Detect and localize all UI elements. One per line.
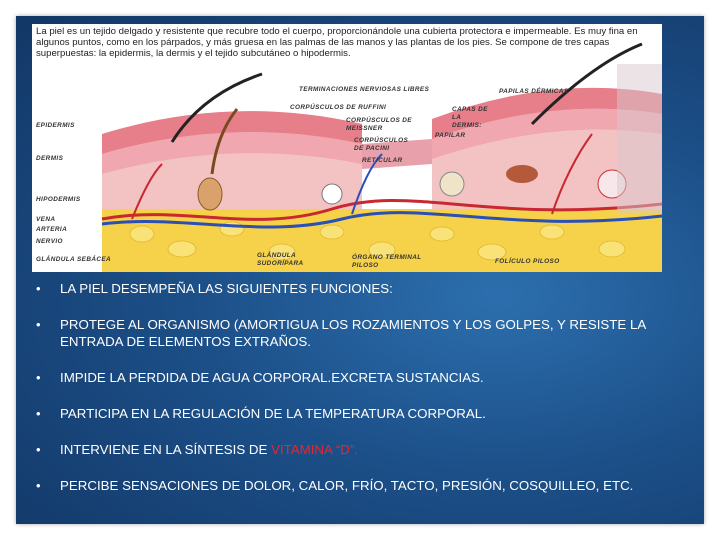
label-terminaciones: TERMINACIONES NERVIOSAS LIBRES	[299, 86, 430, 93]
bullet-item: • LA PIEL DESEMPEÑA LAS SIGUIENTES FUNCIONES:	[36, 280, 700, 297]
label-foliculo: FOLÍCULO PILOSO	[495, 258, 560, 265]
label-papilar: PAPILAR	[435, 132, 466, 139]
label-vena: VENA	[36, 216, 56, 223]
label-ruffini: CORPÚSCULOS DE RUFFINI	[290, 104, 387, 111]
bullet-item: • PERCIBE SENSACIONES DE DOLOR, CALOR, FRÍO, TACTO, PRESIÓN, COSQUILLEO, ETC.	[36, 477, 700, 494]
label-nervio: NERVIO	[36, 238, 63, 245]
bullet-item: • IMPIDE LA PERDIDA DE AGUA CORPORAL.EXCRETA SUSTANCIAS.	[36, 369, 700, 386]
label-dermis: DERMIS	[36, 155, 64, 162]
label-reticular: RETICULAR	[362, 157, 403, 164]
label-arteria: ARTERIA	[36, 226, 68, 233]
label-meissner: CORPÚSCULOS DE MEISSNER	[346, 117, 412, 132]
label-sebacea: GLÁNDULA SEBÁCEA	[36, 256, 112, 263]
label-pacini: CORPÚSCULOS DE PACINI	[354, 137, 409, 152]
bullet-item: • PARTICIPA EN LA REGULACIÓN DE LA TEMPERATURA CORPORAL.	[36, 405, 700, 422]
bullet-item: • PROTEGE AL ORGANISMO (AMORTIGUA LOS ROZAMIENTOS Y LOS GOLPES, Y RESISTE LA ENTRADA DE ELEMENTOS EXTRAÑOS.	[36, 316, 700, 350]
label-hipodermis: HIPODERMIS	[36, 196, 81, 203]
bullet-item: • INTERVIENE EN LA SÍNTESIS DE VITAMINA “D”.	[36, 441, 700, 458]
skin-diagram	[32, 24, 662, 272]
highlight-vitamin-d: VITAMINA “D”.	[271, 442, 359, 457]
label-sudoripara: GLÁNDULA SUDORÍPARA	[257, 252, 304, 267]
label-capas-dermis: CAPAS DE LA DERMIS:	[452, 106, 488, 129]
label-epidermis: EPIDERMIS	[36, 122, 75, 129]
figure-caption: La piel es un tejido delgado y resistente que recubre todo el cuerpo, proporcionándole una cubierta protectora e impermeable. Es muy fina en algunos puntos, como en los párpados, y más gruesa en las palmas de las manos y las plantas de los pies. Se compone de tres capas superpuestas: la epidermis, la dermis y el tejido subcutáneo o hipodermis.	[36, 26, 638, 60]
label-papilas: PAPILAS DÉRMICAS	[499, 88, 569, 95]
skin-illustration	[32, 24, 662, 272]
label-organo: ÓRGANO TERMINAL PILOSO	[352, 254, 422, 269]
functions-list	[36, 280, 700, 494]
slide	[16, 16, 704, 524]
